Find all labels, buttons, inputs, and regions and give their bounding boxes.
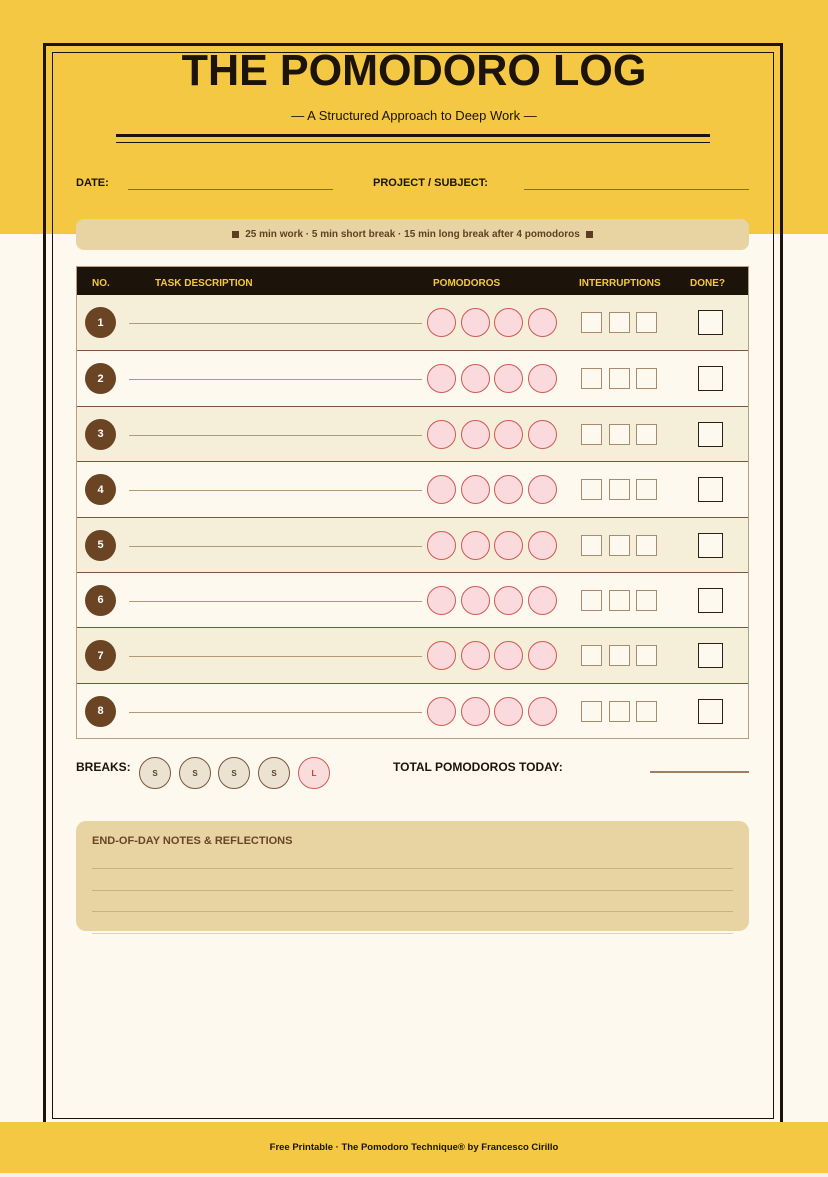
interruption-checkbox[interactable] [636,590,657,611]
interruption-checkbox[interactable] [581,645,602,666]
task-description-field[interactable] [129,323,422,324]
notes-line[interactable] [92,933,733,934]
interruption-checkbox[interactable] [609,645,630,666]
pomodoro-circle[interactable] [461,364,490,393]
done-checkbox[interactable] [698,310,723,335]
pomodoro-circle[interactable] [528,531,557,560]
row-number-badge: 7 [85,640,116,671]
pomodoro-circle[interactable] [427,475,456,504]
interruption-checkbox[interactable] [581,312,602,333]
interruption-checkbox[interactable] [609,368,630,389]
interruption-checkbox[interactable] [636,645,657,666]
done-checkbox[interactable] [698,643,723,668]
interruption-checkbox[interactable] [609,312,630,333]
pomodoro-circle[interactable] [528,697,557,726]
page-bottom-edge [0,1173,828,1177]
interruption-checkbox[interactable] [581,368,602,389]
pomodoro-circle[interactable] [427,531,456,560]
notes-line[interactable] [92,890,733,891]
task-description-field[interactable] [129,601,422,602]
interruption-checkbox[interactable] [609,479,630,500]
interruption-checkbox[interactable] [609,590,630,611]
task-description-field[interactable] [129,435,422,436]
done-checkbox[interactable] [698,422,723,447]
pomodoro-circle[interactable] [427,420,456,449]
short-break-circle[interactable]: S [179,757,211,789]
pomodoro-circle[interactable] [494,308,523,337]
pomodoro-circle[interactable] [494,420,523,449]
pomodoro-circle[interactable] [461,697,490,726]
date-label: DATE: [76,177,109,189]
header-task: TASK DESCRIPTION [155,278,253,289]
done-checkbox[interactable] [698,477,723,502]
table-row [77,350,748,405]
task-description-field[interactable] [129,546,422,547]
row-number-badge: 3 [85,419,116,450]
task-description-field[interactable] [129,656,422,657]
square-bullet-icon [232,231,239,238]
row-number-badge: 6 [85,585,116,616]
short-break-circle[interactable]: S [258,757,290,789]
row-number-badge: 4 [85,474,116,505]
page-subtitle: — A Structured Approach to Deep Work — [291,108,537,123]
done-checkbox[interactable] [698,533,723,558]
pomodoro-circle[interactable] [427,641,456,670]
breaks-label: BREAKS: [76,760,131,774]
pomodoro-circle[interactable] [494,697,523,726]
table-row [77,461,748,516]
pomodoro-circle[interactable] [427,586,456,615]
pomodoro-circle[interactable] [528,475,557,504]
interruption-checkbox[interactable] [581,590,602,611]
task-table [76,266,749,739]
pomodoro-circle[interactable] [427,308,456,337]
pomodoro-circle[interactable] [528,641,557,670]
project-field[interactable] [524,189,749,190]
task-description-field[interactable] [129,490,422,491]
pomodoro-circle[interactable] [528,364,557,393]
interruption-checkbox[interactable] [636,701,657,722]
pomodoro-circle[interactable] [494,641,523,670]
pomodoro-circle[interactable] [494,475,523,504]
row-number-badge: 5 [85,530,116,561]
task-description-field[interactable] [129,379,422,380]
table-row [77,572,748,627]
done-checkbox[interactable] [698,588,723,613]
pomodoro-circle[interactable] [494,586,523,615]
pomodoro-circle[interactable] [427,697,456,726]
header-interruptions: INTERRUPTIONS [579,278,661,289]
table-row [77,406,748,461]
table-header [77,267,748,295]
pomodoro-circle[interactable] [461,475,490,504]
long-break-circle[interactable]: L [298,757,330,789]
pomodoro-circle[interactable] [427,364,456,393]
pomodoro-circle[interactable] [461,586,490,615]
header-no: NO. [92,278,110,289]
row-number-badge: 8 [85,696,116,727]
notes-line[interactable] [92,868,733,869]
timing-tip-text: 25 min work · 5 min short break · 15 min long break after 4 pomodoros [245,229,580,240]
interruption-checkbox[interactable] [609,701,630,722]
task-description-field[interactable] [129,712,422,713]
pomodoro-circle[interactable] [461,641,490,670]
date-field[interactable] [128,189,333,190]
interruption-checkbox[interactable] [609,535,630,556]
interruption-checkbox[interactable] [581,479,602,500]
header-rule-thick [116,134,710,137]
interruption-checkbox[interactable] [636,368,657,389]
notes-line[interactable] [92,911,733,912]
interruption-checkbox[interactable] [636,424,657,445]
interruption-checkbox[interactable] [581,701,602,722]
row-number-badge: 2 [85,363,116,394]
pomodoro-circle[interactable] [528,420,557,449]
table-row [77,683,748,738]
interruption-checkbox[interactable] [636,479,657,500]
header-rule-thin [116,142,710,143]
interruption-checkbox[interactable] [581,424,602,445]
header-done: DONE? [690,278,725,289]
square-bullet-icon [586,231,593,238]
interruption-checkbox[interactable] [636,535,657,556]
page-title: THE POMODORO LOG [181,46,647,95]
done-checkbox[interactable] [698,699,723,724]
footer-credit: Free Printable · The Pomodoro Technique® by Francesco Cirillo [269,1142,559,1153]
header-pomodoros: POMODOROS [433,278,501,289]
total-pomodoros-field[interactable] [650,771,749,773]
pomodoro-circle[interactable] [461,531,490,560]
interruption-checkbox[interactable] [636,312,657,333]
timing-tip-bar [76,219,749,250]
footer [0,1122,828,1173]
table-row [77,517,748,572]
pomodoro-circle[interactable] [528,586,557,615]
table-row [77,295,748,350]
interruption-checkbox[interactable] [609,424,630,445]
interruption-checkbox[interactable] [581,535,602,556]
project-label: PROJECT / SUBJECT: [373,177,488,189]
table-row [77,627,748,682]
row-number-badge: 1 [85,307,116,338]
pomodoro-circle[interactable] [461,420,490,449]
pomodoro-circle[interactable] [494,364,523,393]
pomodoro-circle[interactable] [494,531,523,560]
short-break-circle[interactable]: S [139,757,171,789]
notes-section [76,821,749,931]
pomodoro-circle[interactable] [461,308,490,337]
total-pomodoros-label: TOTAL POMODOROS TODAY: [393,760,563,774]
done-checkbox[interactable] [698,366,723,391]
pomodoro-circle[interactable] [528,308,557,337]
short-break-circle[interactable]: S [218,757,250,789]
notes-title: END-OF-DAY NOTES & REFLECTIONS [92,835,293,847]
